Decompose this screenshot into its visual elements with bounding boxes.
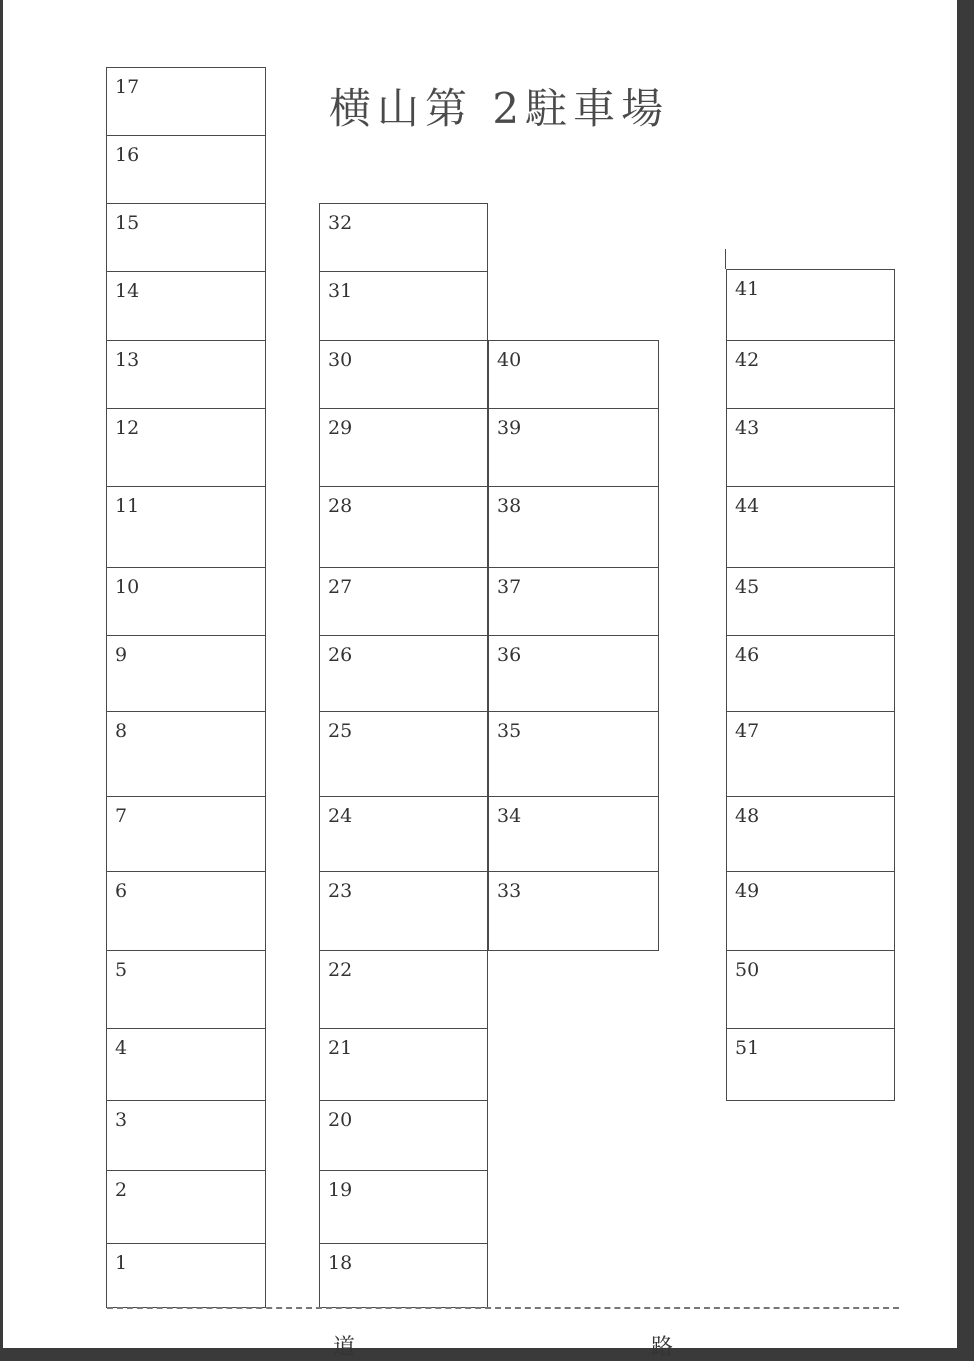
parking-space-number: 2 [115, 1179, 128, 1201]
parking-space [319, 1243, 488, 1308]
parking-space-number: 4 [115, 1037, 128, 1059]
parking-space-number: 43 [735, 417, 760, 439]
parking-space [106, 67, 266, 136]
parking-space [726, 486, 895, 568]
parking-space [319, 271, 488, 341]
parking-space [319, 203, 488, 272]
parking-space-number: 1 [115, 1252, 128, 1274]
road-label-left: 道 [333, 1335, 356, 1360]
parking-space-number: 6 [115, 880, 128, 902]
parking-space [726, 635, 895, 712]
parking-space-number: 34 [497, 805, 522, 827]
parking-space-number: 28 [328, 495, 353, 517]
parking-space [488, 486, 659, 568]
parking-space-number: 51 [735, 1037, 760, 1059]
parking-space-number: 19 [328, 1179, 353, 1201]
parking-space [319, 1028, 488, 1101]
parking-space [319, 408, 488, 487]
parking-space-number: 15 [115, 212, 140, 234]
parking-space [106, 1028, 266, 1101]
parking-space-number: 3 [115, 1109, 128, 1131]
parking-space [106, 340, 266, 409]
road-boundary-line [107, 1307, 899, 1309]
parking-space-number: 18 [328, 1252, 353, 1274]
parking-space [726, 796, 895, 872]
parking-space-number: 45 [735, 576, 760, 598]
parking-space-number: 38 [497, 495, 522, 517]
parking-space-number: 23 [328, 880, 353, 902]
parking-space-number: 29 [328, 417, 353, 439]
parking-space-number: 30 [328, 349, 353, 371]
parking-space [106, 950, 266, 1029]
parking-space [106, 1243, 266, 1308]
parking-space-number: 24 [328, 805, 353, 827]
parking-space-number: 8 [115, 720, 128, 742]
parking-space-number: 26 [328, 644, 353, 666]
parking-space-number: 16 [115, 144, 140, 166]
parking-space [106, 1100, 266, 1171]
parking-space [106, 567, 266, 636]
parking-space [726, 567, 895, 636]
page-title: 横山第 2駐車場 [329, 84, 670, 133]
parking-space-number: 20 [328, 1109, 353, 1131]
parking-space-number: 41 [735, 278, 760, 300]
parking-space [488, 340, 659, 409]
parking-space [319, 340, 488, 409]
parking-space-number: 50 [735, 959, 760, 981]
parking-space [319, 871, 488, 951]
parking-space-number: 37 [497, 576, 522, 598]
parking-space [106, 796, 266, 872]
parking-space [106, 871, 266, 951]
parking-space-number: 7 [115, 805, 128, 827]
parking-space-number: 35 [497, 720, 522, 742]
parking-space-number: 14 [115, 280, 140, 302]
parking-space [319, 567, 488, 636]
parking-space [726, 269, 895, 341]
parking-space-number: 33 [497, 880, 522, 902]
parking-space [726, 950, 895, 1029]
parking-space-number: 25 [328, 720, 353, 742]
column-4-edge-mark [725, 249, 726, 269]
parking-space-number: 47 [735, 720, 760, 742]
parking-space-number: 10 [115, 576, 140, 598]
parking-space [488, 711, 659, 797]
parking-space [726, 340, 895, 409]
parking-space [106, 486, 266, 568]
parking-space-number: 22 [328, 959, 353, 981]
parking-space [106, 135, 266, 204]
parking-space-number: 31 [328, 280, 353, 302]
parking-space [106, 635, 266, 712]
parking-space [319, 635, 488, 712]
parking-space [488, 871, 659, 951]
parking-space-number: 13 [115, 349, 140, 371]
parking-space-number: 11 [115, 495, 140, 517]
parking-space [319, 486, 488, 568]
parking-space-number: 21 [328, 1037, 353, 1059]
parking-space-number: 48 [735, 805, 760, 827]
parking-space [488, 567, 659, 636]
parking-space [106, 203, 266, 272]
parking-space-number: 39 [497, 417, 522, 439]
parking-space-number: 9 [115, 644, 128, 666]
parking-space-number: 5 [115, 959, 128, 981]
parking-space [106, 408, 266, 487]
parking-map-sheet [3, 0, 957, 1360]
parking-space-number: 17 [115, 76, 140, 98]
parking-space [488, 408, 659, 487]
parking-space-number: 44 [735, 495, 760, 517]
parking-space [319, 1170, 488, 1244]
parking-space [319, 796, 488, 872]
parking-space [106, 1170, 266, 1244]
parking-space [319, 1100, 488, 1171]
parking-space [488, 796, 659, 872]
parking-space-number: 36 [497, 644, 522, 666]
parking-space-number: 12 [115, 417, 140, 439]
road-label-right: 路 [651, 1335, 674, 1360]
parking-space [488, 635, 659, 712]
parking-space-number: 42 [735, 349, 760, 371]
parking-space [319, 950, 488, 1029]
parking-space-number: 40 [497, 349, 522, 371]
parking-space [726, 1028, 895, 1101]
parking-space [726, 871, 895, 951]
parking-space-number: 27 [328, 576, 353, 598]
parking-space [106, 271, 266, 341]
parking-space [319, 711, 488, 797]
parking-space [106, 711, 266, 797]
parking-space [726, 711, 895, 797]
parking-space-number: 32 [328, 212, 353, 234]
parking-space-number: 46 [735, 644, 760, 666]
parking-space [726, 408, 895, 487]
parking-space-number: 49 [735, 880, 760, 902]
